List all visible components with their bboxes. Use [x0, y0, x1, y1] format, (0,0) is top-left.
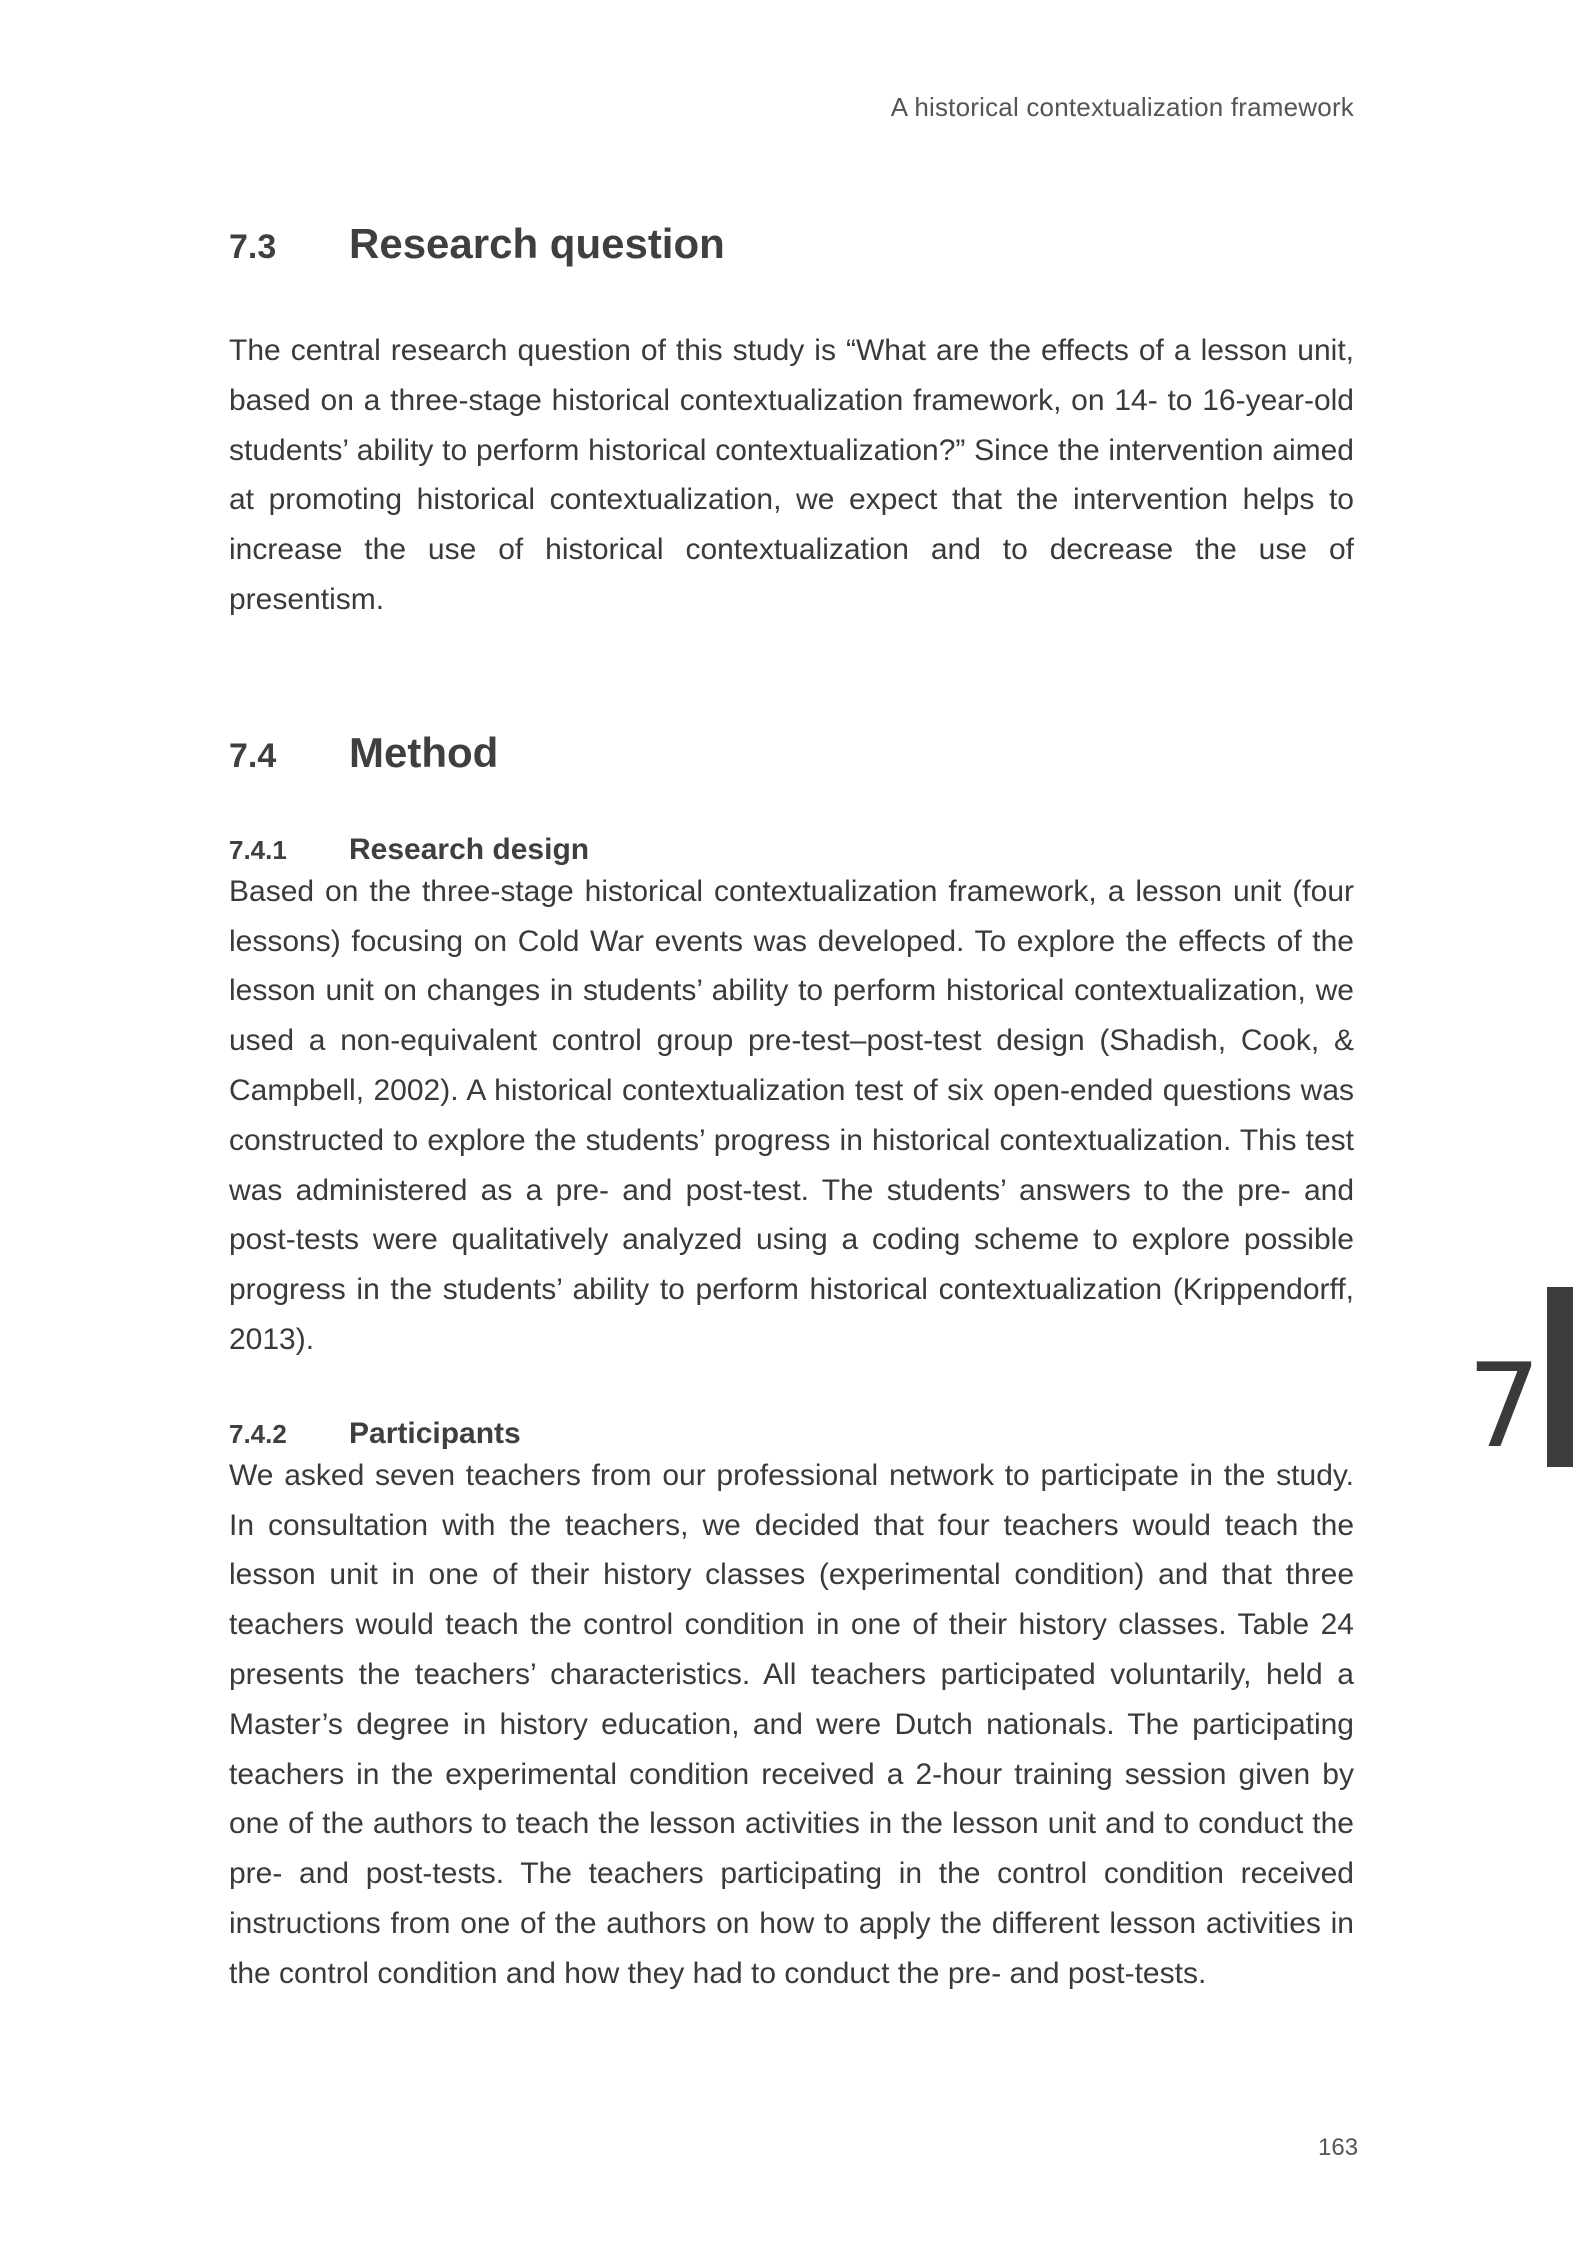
- subsection-heading-7-4-2: [229, 1417, 1354, 1451]
- subsection-number: 7.4.2: [229, 1418, 287, 1449]
- research-design-paragraph: Based on the three-stage historical contextualization framework, a lesson unit (four lessons) focusing on Cold War events was developed. To explore the effects of the lesson unit on changes in students’ ability to perform historical contextualization, we used a non-equivalent control group pre-test–post-test design (Shadish, Cook, & Campbell, 2002). A historical contextualization test of six open-ended questions was constructed to explore the students’ progress in historical contextualization. This test was administered as a pre- and post-test. The students’ answers to the pre- and post-tests were qualitatively analyzed using a coding scheme to explore possible progress in the students’ ability to perform historical contextualization (Krippendorff, 2013).: [229, 874, 1354, 1356]
- section-heading-7-3: [229, 220, 1354, 268]
- subsection-title: Participants: [349, 1416, 521, 1450]
- participants-paragraph: We asked seven teachers from our professional network to participate in the study. In consultation with the teachers, we decided that four teachers would teach the lesson unit in one of their history classes (experimental condition) and that three teachers would teach the control condition in one of their history classes. Table 24 presents the teachers’ characteristics. All teachers participated voluntarily, held a Master’s degree in history education, and were Dutch nationals. The participating teachers in the experimental condition received a 2-hour training session given by one of the authors to teach the lesson activities in the lesson unit and to conduct the pre- and post-tests. The teachers participating in the control condition received instructions from one of the authors on how to apply the different lesson activities in the control condition and how they had to conduct the pre- and post-tests.: [229, 1458, 1354, 1990]
- running-header: A historical contextualization framework: [890, 92, 1354, 122]
- section-heading-7-4: [229, 729, 1354, 777]
- subsection-title: Research design: [349, 832, 590, 866]
- subsection-heading-7-4-1: [229, 833, 1354, 867]
- section-number: 7.3: [229, 228, 277, 266]
- chapter-number: 7: [1467, 1339, 1541, 1474]
- section-title: Method: [349, 728, 499, 776]
- research-question-paragraph: The central research question of this study is “What are the effects of a lesson unit, based on a three-stage historical contextualization framework, on 14- to 16-year-old students’ ability to perform historical contextualization?” Since the intervention aimed at promoting historical contextualization, we expect that the intervention helps to increase the use of historical contextualization and to decrease the use of presentism.: [229, 334, 1354, 616]
- page-number: 163: [1318, 2134, 1359, 2161]
- section-title: Research question: [349, 220, 725, 267]
- subsection-number: 7.4.1: [229, 834, 287, 865]
- chapter-tab: [1453, 1339, 1573, 1474]
- section-number: 7.4: [229, 736, 277, 775]
- chapter-tab-bar: [1547, 1287, 1573, 1467]
- page-content: [229, 220, 1354, 1999]
